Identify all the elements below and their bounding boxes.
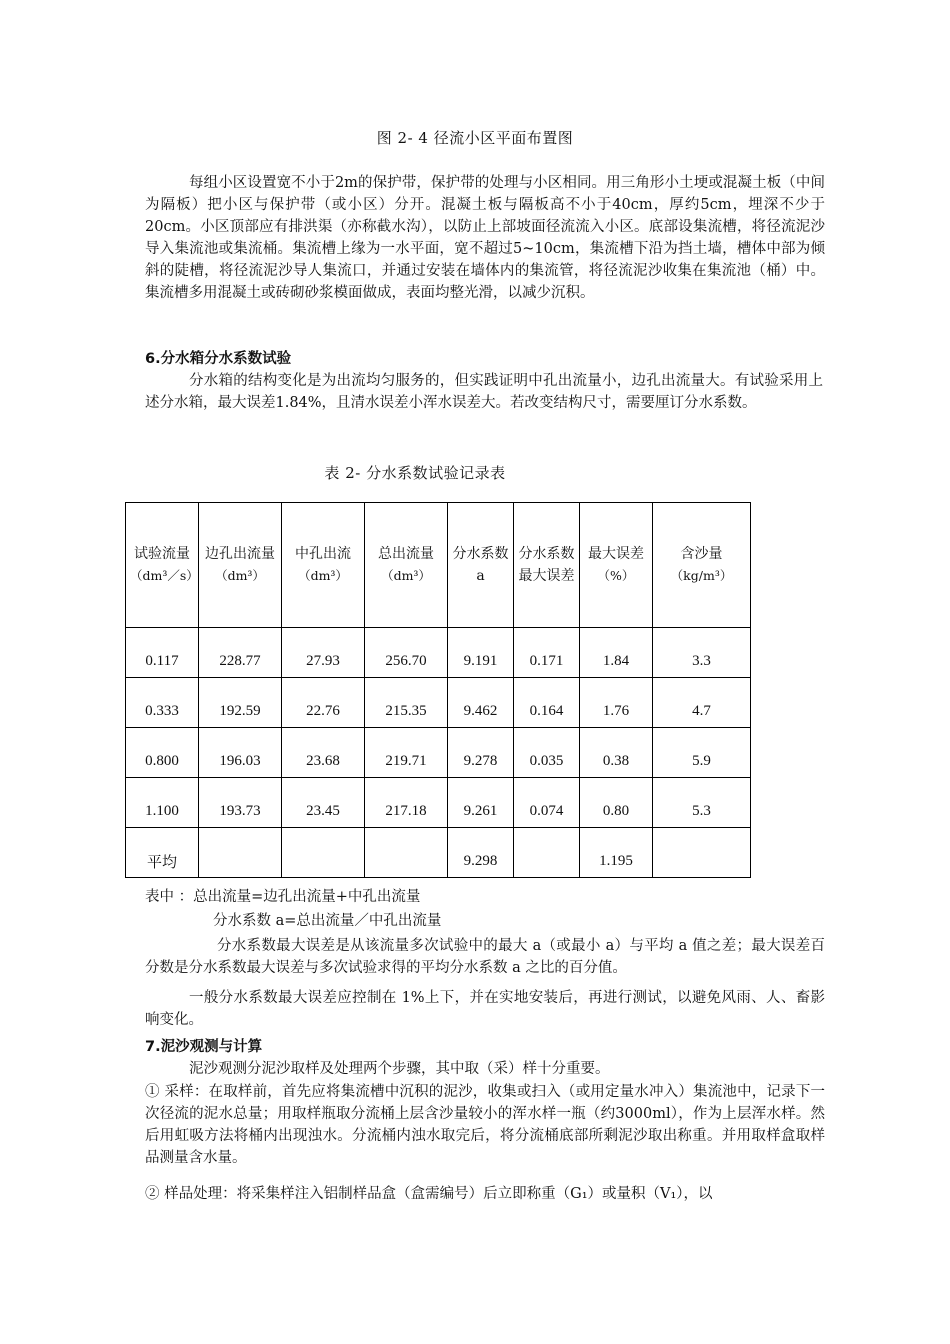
table-cell: 228.77 xyxy=(199,628,282,678)
table-cell: 0.171 xyxy=(514,628,580,678)
table-cell: 0.117 xyxy=(126,628,199,678)
table-cell: 9.191 xyxy=(448,628,514,678)
table-cell: 0.333 xyxy=(126,678,199,728)
paragraph-protection-zone: 每组小区设置宽不小于2m的保护带，保护带的处理与小区相同。用三角形小土埂或混凝土板（中间为隔板）把小区与保护带（或小区）分开。混凝土板与隔板高不小于40cm，厚约5cm，埋深不少于20cm。小区顶部应有排洪渠（亦称截水沟），以防止上部坡面径流流入小区。底部设集流槽，将径流泥沙导入集流池或集流桶。集流槽上缘为一水平面，宽不超过5~10cm，集流槽下沿为挡土墙，槽体中部为倾斜的陡槽，将径流泥沙导人集流口，并通过安装在墙体内的集流管，将径流泥沙收集在集流池（桶）中。集流槽多用混凝土或砖砌砂浆模面做成，表面均整光滑，以减少沉积。 xyxy=(145,175,825,301)
table-cell: 5.9 xyxy=(653,728,751,778)
table-row xyxy=(126,728,751,778)
header-coefficient-max-error: 分水系数最大误差 xyxy=(514,503,580,628)
header-side-outflow: 边孔出流量 （dm³） xyxy=(199,503,282,628)
section-heading-6: 6.分水箱分水系数试验 xyxy=(145,351,292,367)
table-cell: 193.73 xyxy=(199,778,282,828)
table-cell: 5.3 xyxy=(653,778,751,828)
table-cell: 1.195 xyxy=(580,828,653,878)
table-cell: 219.71 xyxy=(365,728,448,778)
table-cell: 256.70 xyxy=(365,628,448,678)
table-cell: 平均 xyxy=(126,828,199,878)
table-note-max-error: 分水系数最大误差是从该流量多次试验中的最大 a（或最小 a）与平均 a 值之差；最大误差百分数是分水系数最大误差与多次试验求得的平均分水系数 a 之比的百分值。 xyxy=(145,938,825,976)
table-cell: 1.100 xyxy=(126,778,199,828)
table-note-coefficient: 分水系数 a=总出流量／中孔出流量 xyxy=(213,913,442,929)
table-cell: 0.800 xyxy=(126,728,199,778)
table-cell: 0.164 xyxy=(514,678,580,728)
table-row-average xyxy=(126,828,751,878)
header-middle-outflow: 中孔出流 （dm³） xyxy=(282,503,365,628)
table-cell: 22.76 xyxy=(282,678,365,728)
table-cell: 23.68 xyxy=(282,728,365,778)
paragraph-diversion-box: 分水箱的结构变化是为出流均匀服务的，但实践证明中孔出流量小，边孔出流量大。有试验采用上述分水箱，最大误差1.84%，且清水误差小浑水误差大。若改变结构尺寸，需要厘订分水系数。 xyxy=(145,373,823,411)
section-heading-7: 7.泥沙观测与计算 xyxy=(145,1039,263,1055)
header-coefficient: 分水系数a xyxy=(448,503,514,628)
table-cell: 0.074 xyxy=(514,778,580,828)
header-max-error-percent: 最大误差 （%） xyxy=(580,503,653,628)
table-cell: 9.462 xyxy=(448,678,514,728)
table-row xyxy=(126,628,751,678)
table-cell: 0.38 xyxy=(580,728,653,778)
table-cell: 0.035 xyxy=(514,728,580,778)
table-header-row xyxy=(126,503,751,628)
table-row xyxy=(126,778,751,828)
table-cell xyxy=(365,828,448,878)
figure-caption: 图 2- 4 径流小区平面布置图 xyxy=(376,129,574,147)
header-test-flow: 试验流量 （dm³／s） xyxy=(126,503,199,628)
table-cell: 27.93 xyxy=(282,628,365,678)
table-note-total: 表中 ：总出流量=边孔出流量+中孔出流量 xyxy=(145,889,421,905)
table-cell: 9.278 xyxy=(448,728,514,778)
table-cell: 1.84 xyxy=(580,628,653,678)
diversion-coefficient-table xyxy=(125,502,751,878)
table-cell xyxy=(199,828,282,878)
table-cell: 0.80 xyxy=(580,778,653,828)
table-cell xyxy=(282,828,365,878)
table-cell: 4.7 xyxy=(653,678,751,728)
paragraph-sample-processing: ② 样品处理：将采集样注入铝制样品盒（盒需编号）后立即称重（G₁）或量积（V₁），以 xyxy=(145,1186,713,1202)
table-cell: 192.59 xyxy=(199,678,282,728)
header-sediment: 含沙量 （kg/m³） xyxy=(653,503,751,628)
table-row xyxy=(126,678,751,728)
table-caption: 表 2- 分水系数试验记录表 xyxy=(324,464,506,482)
paragraph-sampling: ① 采样：在取样前，首先应将集流槽中沉积的泥沙，收集或扫入（或用定量水冲入）集流池中，记录下一次径流的泥水总量；用取样瓶取分流桶上层含沙量较小的浑水样一瓶（约3000ml），作为上层浑水样。然后用虹吸方法将桶内出现浊水。分流桶内浊水取完后，将分流桶底部所剩泥沙取出称重。并用取样盒取样品测量含水量。 xyxy=(145,1084,825,1166)
header-total-outflow: 总出流量 （dm³） xyxy=(365,503,448,628)
table-cell: 217.18 xyxy=(365,778,448,828)
table-cell xyxy=(653,828,751,878)
paragraph-sediment-intro: 泥沙观测分泥沙取样及处理两个步骤，其中取（采）样十分重要。 xyxy=(189,1061,610,1077)
paragraph-error-control: 一般分水系数最大误差应控制在 1%上下，并在实地安装后，再进行测试，以避免风雨、人、畜影响变化。 xyxy=(145,990,825,1028)
table-cell: 9.261 xyxy=(448,778,514,828)
table-cell: 9.298 xyxy=(448,828,514,878)
table-cell: 1.76 xyxy=(580,678,653,728)
table-cell: 3.3 xyxy=(653,628,751,678)
table-cell: 215.35 xyxy=(365,678,448,728)
table-cell: 23.45 xyxy=(282,778,365,828)
table-cell xyxy=(514,828,580,878)
table-cell: 196.03 xyxy=(199,728,282,778)
